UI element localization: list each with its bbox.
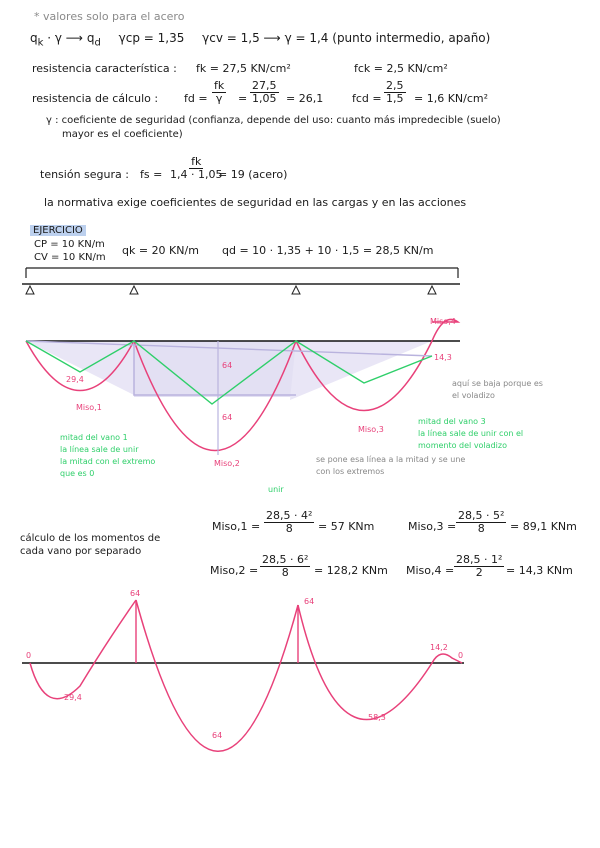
note-vano3-1: mitad del vano 3 bbox=[418, 417, 486, 426]
row3-fcd: fcd = bbox=[352, 92, 382, 105]
ejercicio-cv: CV = 10 KN/m bbox=[34, 252, 106, 263]
d2-64a: 64 bbox=[130, 589, 141, 598]
calc-m2-num: 28,5 · 6² bbox=[262, 553, 309, 566]
calc-m2-frac bbox=[260, 554, 310, 579]
gamma-def-2: mayor es el coeficiente) bbox=[62, 129, 183, 140]
ejercicio-qk: qk = 20 KN/m bbox=[122, 244, 199, 257]
row1-arrow: · γ ⟶ q bbox=[47, 31, 95, 45]
note-vano1-2: la línea sale de unir bbox=[60, 445, 139, 454]
row3-frac3-den: 1,5 bbox=[386, 92, 404, 105]
header-note: * valores solo para el acero bbox=[34, 10, 185, 23]
tension-res: = 19 (acero) bbox=[218, 168, 288, 181]
tension-num: fk bbox=[191, 155, 202, 168]
row3-res: = 26,1 bbox=[286, 92, 324, 105]
note-vano1-4: que es 0 bbox=[60, 469, 95, 478]
support-c bbox=[292, 286, 300, 294]
d2-64c: 64 bbox=[212, 731, 223, 740]
supports bbox=[26, 286, 436, 294]
calc-m2-name: Miso,2 = bbox=[210, 564, 259, 577]
calc-label-1: cálculo de los momentos de bbox=[20, 533, 161, 544]
d1-m4: Miso,4 bbox=[430, 317, 456, 326]
d2-span-3 bbox=[298, 605, 432, 720]
d1-m3: Miso,3 bbox=[358, 425, 384, 434]
d1-64b: 64 bbox=[222, 413, 233, 422]
row1-q: q bbox=[30, 31, 38, 45]
row2-fck: fck = 2,5 KN/cm² bbox=[354, 62, 448, 75]
row3-frac2-num: 27,5 bbox=[252, 79, 277, 92]
d2-64b: 64 bbox=[304, 597, 315, 606]
row1-gcp: γcp = 1,35 bbox=[118, 31, 185, 45]
row3-frac1-den: γ bbox=[215, 92, 223, 105]
note-voladizo-1: aquí se baja porque es bbox=[452, 379, 543, 388]
d1-143: 14,3 bbox=[434, 353, 452, 362]
note-vano3-2: la línea sale de unir con el bbox=[418, 429, 524, 438]
calc-m1-den: 8 bbox=[285, 522, 293, 535]
normativa: la normativa exige coeficientes de seguridad en las cargas y en las acciones bbox=[44, 196, 467, 209]
calc-m3-den: 8 bbox=[477, 522, 485, 535]
support-b bbox=[130, 286, 138, 294]
row3-label: resistencia de cálculo : bbox=[32, 92, 159, 105]
calc-m4-name: Miso,4 = bbox=[406, 564, 455, 577]
calc-m2-den: 8 bbox=[281, 566, 289, 579]
note-mitad-1: se pone esa línea a la mitad y se une bbox=[316, 455, 466, 464]
d2-span-1 bbox=[30, 600, 136, 699]
row3-fd: fd = bbox=[184, 92, 208, 105]
d1-64a: 64 bbox=[222, 361, 233, 370]
d1-m2: Miso,2 bbox=[214, 459, 240, 468]
calc-m3-name: Miso,3 = bbox=[408, 520, 457, 533]
row2-fk: fk = 27,5 KN/cm² bbox=[196, 62, 291, 75]
calc-m4-res: = 14,3 KNm bbox=[506, 564, 573, 577]
d1-294: 29,4 bbox=[66, 375, 84, 384]
tension-den: 1,4 · 1,05 bbox=[170, 168, 223, 181]
d1-left-fill bbox=[26, 341, 134, 395]
support-d bbox=[428, 286, 436, 294]
d1-m1: Miso,1 bbox=[76, 403, 102, 412]
calc-label-2: cada vano por separado bbox=[20, 546, 142, 557]
note-vano3-3: momento del voladizo bbox=[418, 441, 507, 450]
row1-qd-sub: d bbox=[94, 37, 101, 49]
calc-m1-name: Miso,1 = bbox=[212, 520, 261, 533]
d2-142: 14,2 bbox=[430, 643, 448, 652]
note-vano1-3: la mitad con el extremo bbox=[60, 457, 156, 466]
calc-m2-res: = 128,2 KNm bbox=[314, 564, 388, 577]
tension-label: tensión segura : bbox=[40, 168, 129, 181]
row3-frac3-num: 2,5 bbox=[386, 79, 404, 92]
calc-m4-num: 28,5 · 1² bbox=[456, 553, 503, 566]
note-vano1-1: mitad del vano 1 bbox=[60, 433, 128, 442]
calc-m1-num: 28,5 · 4² bbox=[266, 509, 313, 522]
d2-583: 58,3 bbox=[368, 713, 386, 722]
note-unir: unir bbox=[268, 485, 284, 494]
calc-m4-frac bbox=[454, 554, 504, 579]
note-mitad-2: con los extremos bbox=[316, 467, 385, 476]
row3-fcd-res: = 1,6 KN/cm² bbox=[414, 92, 489, 105]
ejercicio-cp: CP = 10 KN/m bbox=[34, 239, 105, 250]
row3-frac1-num: fk bbox=[214, 79, 225, 92]
calc-m1-frac bbox=[264, 510, 314, 535]
d2-0: 0 bbox=[26, 651, 32, 660]
row3-eq: = bbox=[238, 92, 248, 105]
row3-frac2-den: 1,05 bbox=[252, 92, 277, 105]
tension-fs: fs = bbox=[140, 168, 163, 181]
ejercicio-qd: qd = 10 · 1,35 + 10 · 1,5 = 28,5 KN/m bbox=[222, 244, 434, 257]
row1-gcv: γcv = 1,5 ⟶ γ = 1,4 (punto intermedio, apaño) bbox=[202, 31, 491, 45]
row2-label: resistencia característica : bbox=[32, 62, 177, 75]
d2-294: 29,4 bbox=[64, 693, 82, 702]
calc-m4-den: 2 bbox=[475, 566, 483, 579]
calc-m3-frac bbox=[456, 510, 506, 535]
d2-span-2 bbox=[136, 600, 298, 751]
calc-m1-res: = 57 KNm bbox=[318, 520, 375, 533]
ejercicio-title-text: EJERCICIO bbox=[30, 225, 86, 236]
gamma-def-1: γ : coeficiente de seguridad (confianza, depende del uso: cuanto más impredecible (suelo) bbox=[46, 115, 501, 126]
calc-m3-res: = 89,1 KNm bbox=[510, 520, 577, 533]
d2-0b: 0 bbox=[458, 651, 464, 660]
calc-m3-num: 28,5 · 5² bbox=[458, 509, 505, 522]
support-a bbox=[26, 286, 34, 294]
note-voladizo-2: el voladizo bbox=[452, 391, 495, 400]
row1-q-sub: k bbox=[37, 37, 44, 49]
